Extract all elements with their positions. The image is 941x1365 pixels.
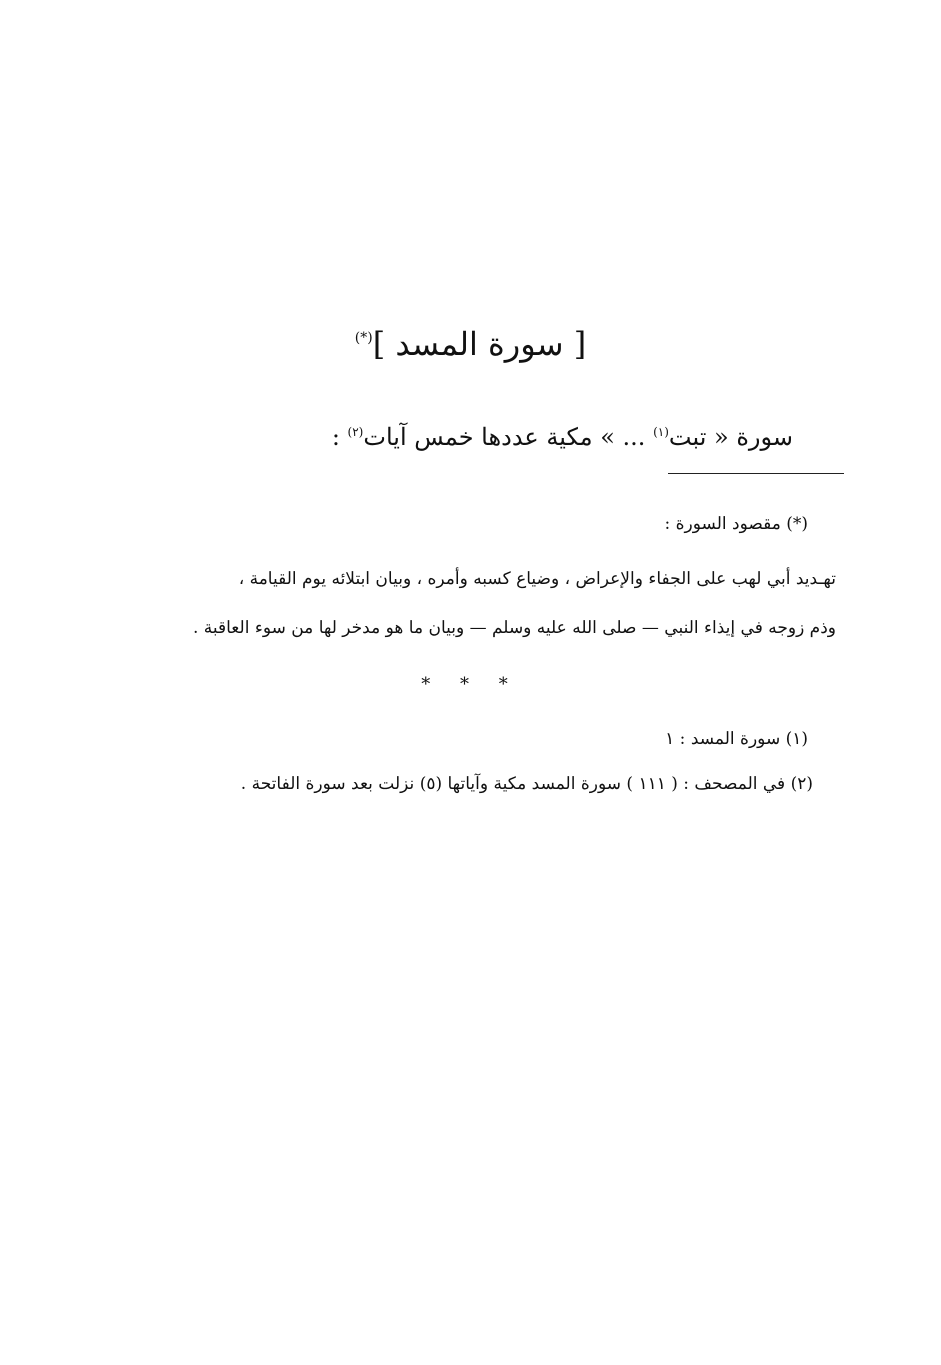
intro-text-1: سورة « تبت: [668, 423, 793, 451]
surah-title: سورة المسد: [395, 325, 564, 363]
intro-text-3: :: [331, 423, 348, 451]
asterism-separator: * * *: [421, 674, 520, 695]
intro-text-2: ... » مكية عددها خمس آيات: [363, 423, 654, 451]
purpose-text-line-2: وذم زوجه في إيذاء النبي — صلى الله عليه وسلم — وبيان ما هو مدخر لها من سوء العاقبة .: [192, 618, 836, 638]
title-close-bracket: ]: [372, 325, 386, 363]
intro-footnote-marker-1: (١): [653, 425, 669, 439]
footnote-divider: [668, 473, 844, 474]
title-open-bracket: [: [573, 325, 587, 363]
footnote-2: (٢) في المصحف : ( ١١١ ) سورة المسد مكية وآياتها (٥) نزلت بعد سورة الفاتحة .: [240, 774, 813, 794]
title-footnote-marker: (*): [354, 330, 373, 346]
surah-title-block: [355, 320, 586, 368]
purpose-text-line-1: تهـديد أبي لهب على الجفاء والإعراض ، وضياع كسبه وأمره ، وبيان ابتلائه يوم القيامة ،: [238, 569, 836, 589]
surah-intro-line: [332, 412, 793, 457]
footnote-1: (١) سورة المسد : ١: [665, 729, 808, 749]
purpose-footnote-label: (*) مقصود السورة :: [664, 514, 808, 534]
intro-footnote-marker-2: (٢): [347, 425, 364, 439]
surah-heading: [0, 320, 941, 368]
